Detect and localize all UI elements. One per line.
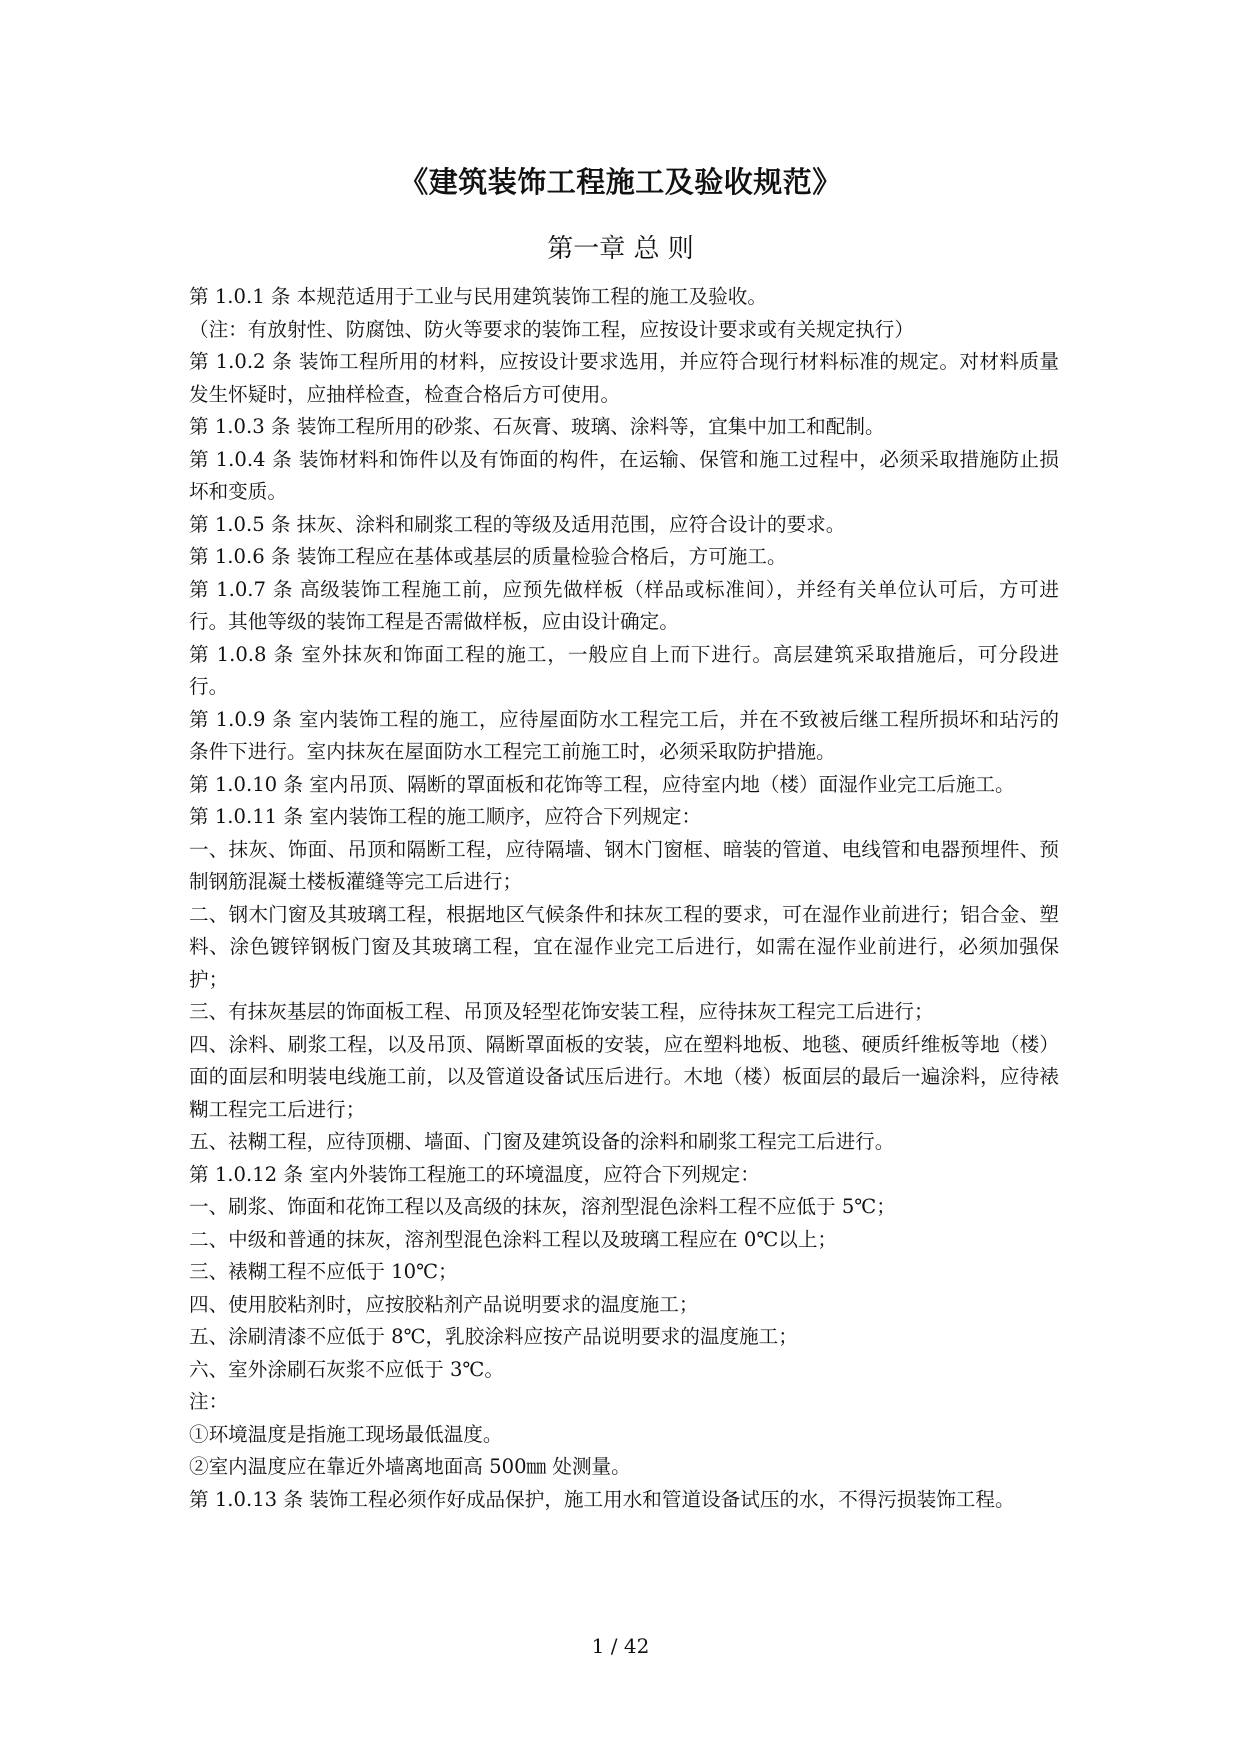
paragraph-clause-1-0-11: 第 1.0.11 条 室内装饰工程的施工顺序，应符合下列规定：	[189, 805, 702, 828]
chapter-heading-text: 第一章 总 则	[547, 234, 694, 264]
paragraph-clause-1-0-7: 第 1.0.7 条 高级装饰工程施工前，应预先做样板（样品或标准间），并经有关单位认可后，方可进行。其他等级的装饰工程是否需做样板，应由设计确定。	[189, 577, 1059, 633]
paragraph-clause-1-0-4: 第 1.0.4 条 装饰材料和饰件以及有饰面的构件，在运输、保管和施工过程中，必须采取措施防止损坏和变质。	[189, 447, 1059, 503]
paragraph-note-scope: （注：有放射性、防腐蚀、防火等要求的装饰工程，应按设计要求或有关规定执行）	[189, 317, 914, 341]
list-item-sequence-5: 五、祛糊工程，应待顶棚、墙面、门窗及建筑设备的涂料和刷浆工程完工后进行。	[189, 1130, 895, 1153]
paragraph-clause-1-0-13: 第 1.0.13 条 装饰工程必须作好成品保护，施工用水和管道设备试压的水，不得污损装饰工程。	[189, 1487, 1015, 1511]
paragraph-clause-1-0-9: 第 1.0.9 条 室内装饰工程的施工，应待屋面防水工程完工后，并在不致被后继工程所损坏和玷污的条件下进行。室内抹灰在屋面防水工程完工前施工时，必须采取防护措施。	[189, 707, 1059, 763]
page-number: 1 / 42	[591, 1634, 650, 1658]
list-item-sequence-4: 四、涂料、刷浆工程，以及吊顶、隔断罩面板的安装，应在塑料地板、地毯、硬质纤维板等地（楼）面的面层和明装电线施工前，以及管道设备试压后进行。木地（楼）板面层的最后一遍涂料，应待裱糊工程完工后进行；	[189, 1032, 1059, 1121]
note-item-1: ①环境温度是指施工现场最低温度。	[189, 1422, 503, 1446]
list-item-temperature-1: 一、刷浆、饰面和花饰工程以及高级的抹灰，溶剂型混色涂料工程不应低于 5℃；	[189, 1195, 896, 1218]
paragraph-clause-1-0-2: 第 1.0.2 条 装饰工程所用的材料，应按设计要求选用，并应符合现行材料标准的规定。对材料质量发生怀疑时，应抽样检查，检查合格后方可使用。	[189, 350, 1059, 406]
list-item-temperature-4: 四、使用胶粘剂时，应按胶粘剂产品说明要求的温度施工；	[189, 1292, 699, 1316]
note-item-2: ②室内温度应在靠近外墙离地面高 500㎜ 处测量。	[189, 1455, 631, 1478]
paragraph-clause-1-0-5: 第 1.0.5 条 抹灰、涂料和刷浆工程的等级及适用范围，应符合设计的要求。	[189, 512, 846, 536]
list-item-sequence-1: 一、抹灰、饰面、吊顶和隔断工程，应待隔墙、钢木门窗框、暗装的管道、电线管和电器预埋件、预制钢筋混凝土楼板灌缝等完工后进行；	[189, 837, 1059, 893]
paragraph-clause-1-0-8: 第 1.0.8 条 室外抹灰和饰面工程的施工，一般应自上而下进行。高层建筑采取措施后，可分段进行。	[189, 642, 1059, 698]
list-item-sequence-3: 三、有抹灰基层的饰面板工程、吊顶及轻型花饰安装工程，应待抹灰工程完工后进行；	[189, 1000, 934, 1023]
paragraph-clause-1-0-10: 第 1.0.10 条 室内吊顶、隔断的罩面板和花饰等工程，应待室内地（楼）面湿作业完工后施工。	[189, 772, 1015, 796]
list-item-temperature-2: 二、中级和普通的抹灰，溶剂型混色涂料工程以及玻璃工程应在 0℃以上；	[189, 1227, 838, 1251]
document-title: 《建筑装饰工程施工及验收规范》	[399, 165, 842, 199]
note-label: 注：	[189, 1390, 229, 1413]
list-item-temperature-3: 三、裱糊工程不应低于 10℃；	[189, 1260, 458, 1283]
paragraph-clause-1-0-12: 第 1.0.12 条 室内外装饰工程施工的环境温度，应符合下列规定：	[189, 1162, 760, 1186]
paragraph-clause-1-0-6: 第 1.0.6 条 装饰工程应在基体或基层的质量检验合格后，方可施工。	[189, 545, 787, 568]
document-body	[189, 281, 1059, 1516]
list-item-temperature-6: 六、室外涂刷石灰浆不应低于 3℃。	[189, 1357, 504, 1381]
chapter-heading	[0, 228, 1241, 265]
paragraph-clause-1-0-3: 第 1.0.3 条 装饰工程所用的砂浆、石灰膏、玻璃、涂料等，宜集中加工和配制。	[189, 415, 885, 438]
paragraph-clause-1-0-1: 第 1.0.1 条 本规范适用于工业与民用建筑装饰工程的施工及验收。	[189, 285, 767, 308]
list-item-temperature-5: 五、涂刷清漆不应低于 8℃，乳胶涂料应按产品说明要求的温度施工；	[189, 1325, 798, 1348]
list-item-sequence-2: 二、钢木门窗及其玻璃工程，根据地区气候条件和抹灰工程的要求，可在湿作业前进行；铝合金、塑料、涂色镀锌钢板门窗及其玻璃工程，宜在湿作业完工后进行，如需在湿作业前进行，必须加强保护；	[189, 902, 1059, 991]
